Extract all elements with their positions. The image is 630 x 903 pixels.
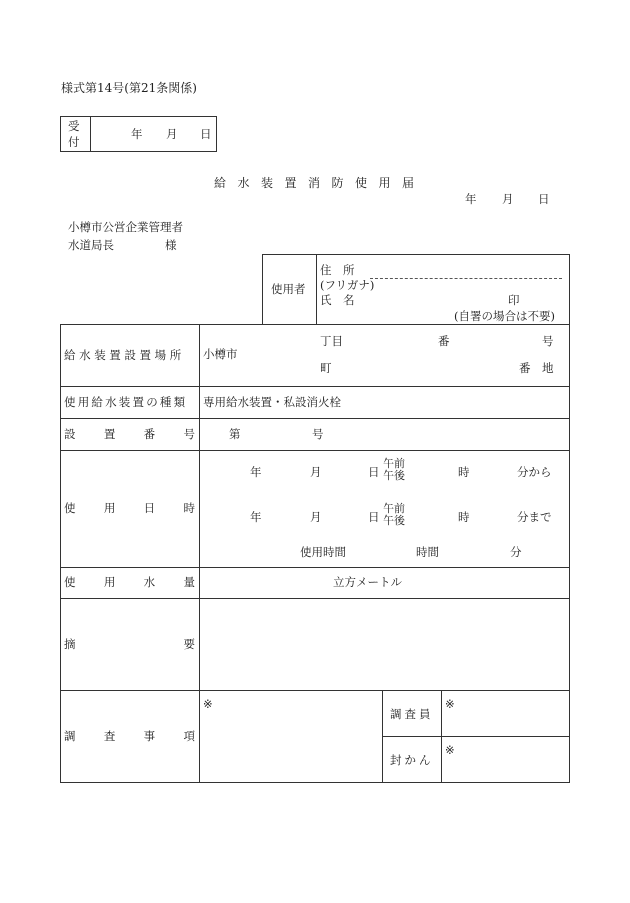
- to-year: 年: [250, 510, 262, 524]
- reception-label-bottom: 付: [68, 135, 80, 149]
- row-separator: [60, 567, 570, 568]
- location-go: 号: [542, 334, 554, 348]
- addressee-line2: 水道局長: [68, 238, 114, 252]
- user-label: 使用者: [271, 282, 306, 296]
- from-hour: 時: [458, 465, 470, 479]
- user-address-label: 住 所: [320, 263, 355, 277]
- inspection-label: [64, 731, 195, 743]
- device-type-label: 使用給水装置の種類: [64, 395, 188, 409]
- device-type-value: 専用給水装置・私設消火栓: [203, 395, 341, 409]
- user-furigana-label: (フリガナ): [320, 278, 375, 292]
- install-number-go: 号: [312, 427, 324, 441]
- inspection-label-char: 査: [103, 729, 116, 743]
- user-block-divider: [316, 254, 317, 325]
- location-ban: 番: [438, 334, 450, 348]
- install-number-label-char: 設: [64, 427, 76, 441]
- user-seal: 印: [508, 293, 520, 307]
- row-separator: [60, 450, 570, 451]
- inspection-row-separator: [382, 736, 570, 737]
- location-label: 給水装置設置場所: [64, 348, 185, 362]
- water-volume-label-char: 水: [143, 575, 156, 589]
- user-name-label: 氏 名: [320, 293, 355, 307]
- addressee-line1: 小樽市公営企業管理者: [68, 220, 183, 234]
- usage-datetime-label-char: 使: [64, 501, 76, 515]
- usage-datetime-label-char: 日: [143, 501, 156, 515]
- install-number-label-char: 番: [143, 427, 156, 441]
- install-number-label: [64, 429, 195, 441]
- water-volume-label: [64, 577, 195, 589]
- label-column-divider: [199, 324, 200, 783]
- reception-label-top: 受: [68, 119, 80, 133]
- water-volume-unit: 立方メートル: [333, 575, 402, 589]
- usage-datetime-label-char: 時: [183, 501, 195, 515]
- water-volume-label-char: 使: [64, 575, 76, 589]
- water-volume-label-char: 用: [103, 575, 116, 589]
- form-number: 様式第14号(第21条関係): [61, 81, 197, 95]
- from-day: 日: [368, 465, 380, 479]
- from-pm: 午後: [383, 468, 405, 482]
- from-year: 年: [250, 465, 262, 479]
- document-title: 給水装置消防使用届: [214, 176, 426, 190]
- to-minute: 分まで: [517, 510, 552, 524]
- to-ampm: [383, 503, 405, 526]
- row-separator: [60, 598, 570, 599]
- to-am: 午前: [383, 502, 405, 515]
- remarks-label-char: 摘: [64, 637, 76, 651]
- to-month: 月: [310, 510, 322, 524]
- to-hour: 時: [458, 510, 470, 524]
- date-month: 月: [502, 192, 514, 206]
- date-day: 日: [538, 192, 550, 206]
- inspection-mark: ※: [203, 697, 213, 711]
- to-pm: 午後: [383, 513, 405, 527]
- duration-minutes: 分: [510, 545, 522, 559]
- install-number-label-char: 置: [103, 427, 116, 441]
- location-machi: 町: [320, 361, 332, 375]
- address-dashed-line: [370, 278, 562, 279]
- usage-datetime-label: [64, 503, 195, 515]
- duration-label: 使用時間: [300, 545, 346, 559]
- duration-hours: 時間: [416, 545, 439, 559]
- inspection-label-char: 事: [143, 729, 156, 743]
- user-seal-note: (自署の場合は不要): [454, 309, 555, 323]
- inspector-mark: ※: [445, 697, 455, 711]
- usage-datetime-label-char: 用: [103, 501, 116, 515]
- from-ampm: [383, 458, 405, 481]
- inspector-label: 調査員: [390, 707, 434, 721]
- row-separator: [60, 418, 570, 419]
- row-separator: [60, 386, 570, 387]
- from-month: 月: [310, 465, 322, 479]
- date-year: 年: [465, 192, 477, 206]
- water-volume-label-char: 量: [183, 575, 195, 589]
- inspection-label-char: 調: [64, 729, 76, 743]
- remarks-label: [64, 639, 195, 651]
- install-number-label-char: 号: [183, 427, 195, 441]
- to-day: 日: [368, 510, 380, 524]
- remarks-label-char: 要: [183, 637, 195, 651]
- install-number-dai: 第: [229, 427, 241, 441]
- seal-label: 封かん: [390, 753, 434, 767]
- location-chome: 丁目: [320, 334, 343, 348]
- reception-day: 日: [200, 127, 212, 141]
- row-separator: [60, 690, 570, 691]
- location-banchi: 番 地: [519, 361, 554, 375]
- addressee-honorific: 様: [165, 238, 177, 252]
- reception-year: 年: [131, 127, 143, 141]
- location-city: 小樽市: [203, 347, 238, 361]
- from-am: 午前: [383, 457, 405, 470]
- from-minute: 分から: [517, 465, 552, 479]
- seal-mark: ※: [445, 743, 455, 757]
- reception-month: 月: [166, 127, 178, 141]
- inspection-label-char: 項: [183, 729, 195, 743]
- reception-divider: [90, 116, 91, 152]
